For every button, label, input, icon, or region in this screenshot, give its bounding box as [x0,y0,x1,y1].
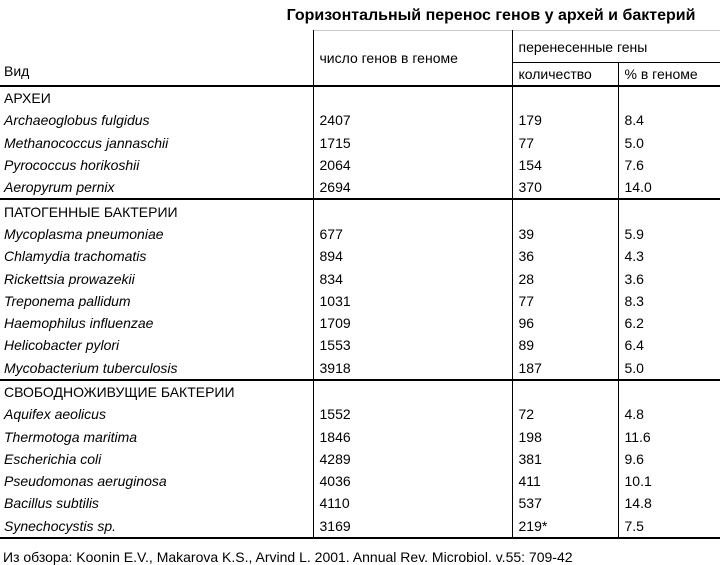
transferred-count-value: 537 [512,492,618,514]
genome-genes-value: 834 [313,267,512,289]
transferred-count-value: 77 [512,132,618,154]
table-row [0,357,720,380]
transferred-percent-value: 9.6 [624,450,644,467]
empty-cell [512,199,618,222]
species-name: Treponema pallidum [0,290,313,312]
table-row [0,267,720,289]
transferred-count-value: 370 [512,176,618,199]
section-header-row [0,86,720,109]
section-header-row [0,199,720,222]
transferred-percent-value: 10.1 [624,473,652,490]
table-row [0,515,720,538]
col-header-transferred-genes: перенесенные гены [512,31,720,63]
table-row [0,176,720,199]
genome-genes-value: 4110 [313,492,512,514]
section-pathogenic-bacteria [0,199,720,379]
section-label: СВОБОДНОЖИВУЩИЕ БАКТЕРИИ [0,380,313,403]
genome-genes-value: 677 [313,223,512,245]
species-name: Escherichia coli [0,448,313,470]
genome-genes-value: 1709 [313,312,512,334]
genome-genes-value: 3918 [313,357,512,380]
genome-genes-value: 3169 [313,515,512,538]
species-name: Chlamydia trachomatis [0,245,313,267]
table-row [0,492,720,514]
transferred-count-value: 89 [512,334,618,356]
citation-footer: Из обзора: Koonin E.V., Makarova K.S., Arvind L. 2001. Annual Rev. Microbiol. v.55: 709-42 [3,548,573,565]
genome-genes-value: 1552 [313,403,512,425]
transferred-count-value: 36 [512,245,618,267]
species-name: Rickettsia prowazekii [0,267,313,289]
genome-genes-value: 2407 [313,109,512,131]
transferred-percent-value: 14.8 [624,495,652,512]
section-archaea [0,86,720,199]
transferred-percent-value: 11.6 [624,428,651,445]
genome-genes-value: 1846 [313,425,512,447]
species-name: Mycoplasma pneumoniae [0,223,313,245]
genome-genes-value: 1031 [313,290,512,312]
empty-cell [618,199,720,222]
table-row [0,470,720,492]
empty-cell [313,380,512,403]
transferred-count-value: 411 [512,470,618,492]
transferred-count-value: 154 [512,154,618,176]
table-row [0,448,720,470]
species-name: Helicobacter pylori [0,334,313,356]
transferred-count-value: 77 [512,290,618,312]
transferred-percent-value: 6.4 [624,337,644,354]
transferred-count-value: 39 [512,223,618,245]
genome-genes-value: 2064 [313,154,512,176]
species-name: Pseudomonas aeruginosa [0,470,313,492]
species-name: Archaeoglobus fulgidus [0,109,313,131]
empty-cell [618,380,720,403]
table-header [0,31,720,87]
transferred-percent-value: 7.5 [624,517,644,534]
transferred-count-value: 96 [512,312,618,334]
transferred-percent-value: 8.3 [624,292,644,309]
transferred-percent-value: 6.2 [624,315,644,332]
col-header-genome-genes: число генов в геноме [313,31,512,87]
genome-genes-value: 4289 [313,448,512,470]
empty-cell [313,86,512,109]
section-label: ПАТОГЕННЫЕ БАКТЕРИИ [0,199,313,222]
species-name: Aquifex aeolicus [0,403,313,425]
species-name: Aeropyrum pernix [0,176,313,199]
transferred-percent-value: 8.4 [624,112,644,129]
section-label: АРХЕИ [0,86,313,109]
table-row [0,425,720,447]
transferred-count-value: 72 [512,403,618,425]
transferred-percent-value: 4.8 [624,406,644,423]
transferred-count-value: 219* [512,515,618,538]
table-row [0,132,720,154]
section-header-row [0,380,720,403]
table-row [0,312,720,334]
table-row [0,245,720,267]
genome-genes-value: 1715 [313,132,512,154]
section-free-living-bacteria [0,380,720,538]
table-row [0,109,720,131]
table-row [0,154,720,176]
transferred-percent-value: 3.6 [624,270,644,287]
transferred-percent-value: 5.9 [624,225,644,242]
transferred-count-value: 381 [512,448,618,470]
table-row [0,334,720,356]
page-title: Горизонтальный перенос генов у архей и бактерий [286,7,696,24]
transferred-percent-value: 14.0 [624,179,652,196]
gene-transfer-table [0,30,720,539]
species-name: Pyrococcus horikoshii [0,154,313,176]
species-name: Thermotoga maritima [0,425,313,447]
empty-cell [618,86,720,109]
transferred-count-value: 187 [512,357,618,380]
transferred-percent-value: 4.3 [624,248,644,265]
table-row [0,290,720,312]
col-header-count: количество [512,63,618,87]
transferred-percent-value: 5.0 [624,134,644,151]
transferred-percent-value: 5.0 [624,359,644,376]
genome-genes-value: 2694 [313,176,512,199]
transferred-count-value: 28 [512,267,618,289]
col-header-species: Вид [0,31,313,87]
transferred-percent-value: 7.6 [624,157,644,174]
species-name: Haemophilus influenzae [0,312,313,334]
empty-cell [512,86,618,109]
empty-cell [313,199,512,222]
genome-genes-value: 1553 [313,334,512,356]
species-name: Bacillus subtilis [0,492,313,514]
genome-genes-value: 894 [313,245,512,267]
species-name: Methanococcus jannaschii [0,132,313,154]
empty-cell [512,380,618,403]
header-row-top [0,31,720,63]
transferred-count-value: 179 [512,109,618,131]
col-header-percent: % в геноме [624,66,698,82]
transferred-count-value: 198 [512,425,618,447]
genome-genes-value: 4036 [313,470,512,492]
table-row [0,223,720,245]
species-name: Synechocystis sp. [0,515,313,538]
species-name: Mycobacterium tuberculosis [0,357,313,380]
table-row [0,403,720,425]
